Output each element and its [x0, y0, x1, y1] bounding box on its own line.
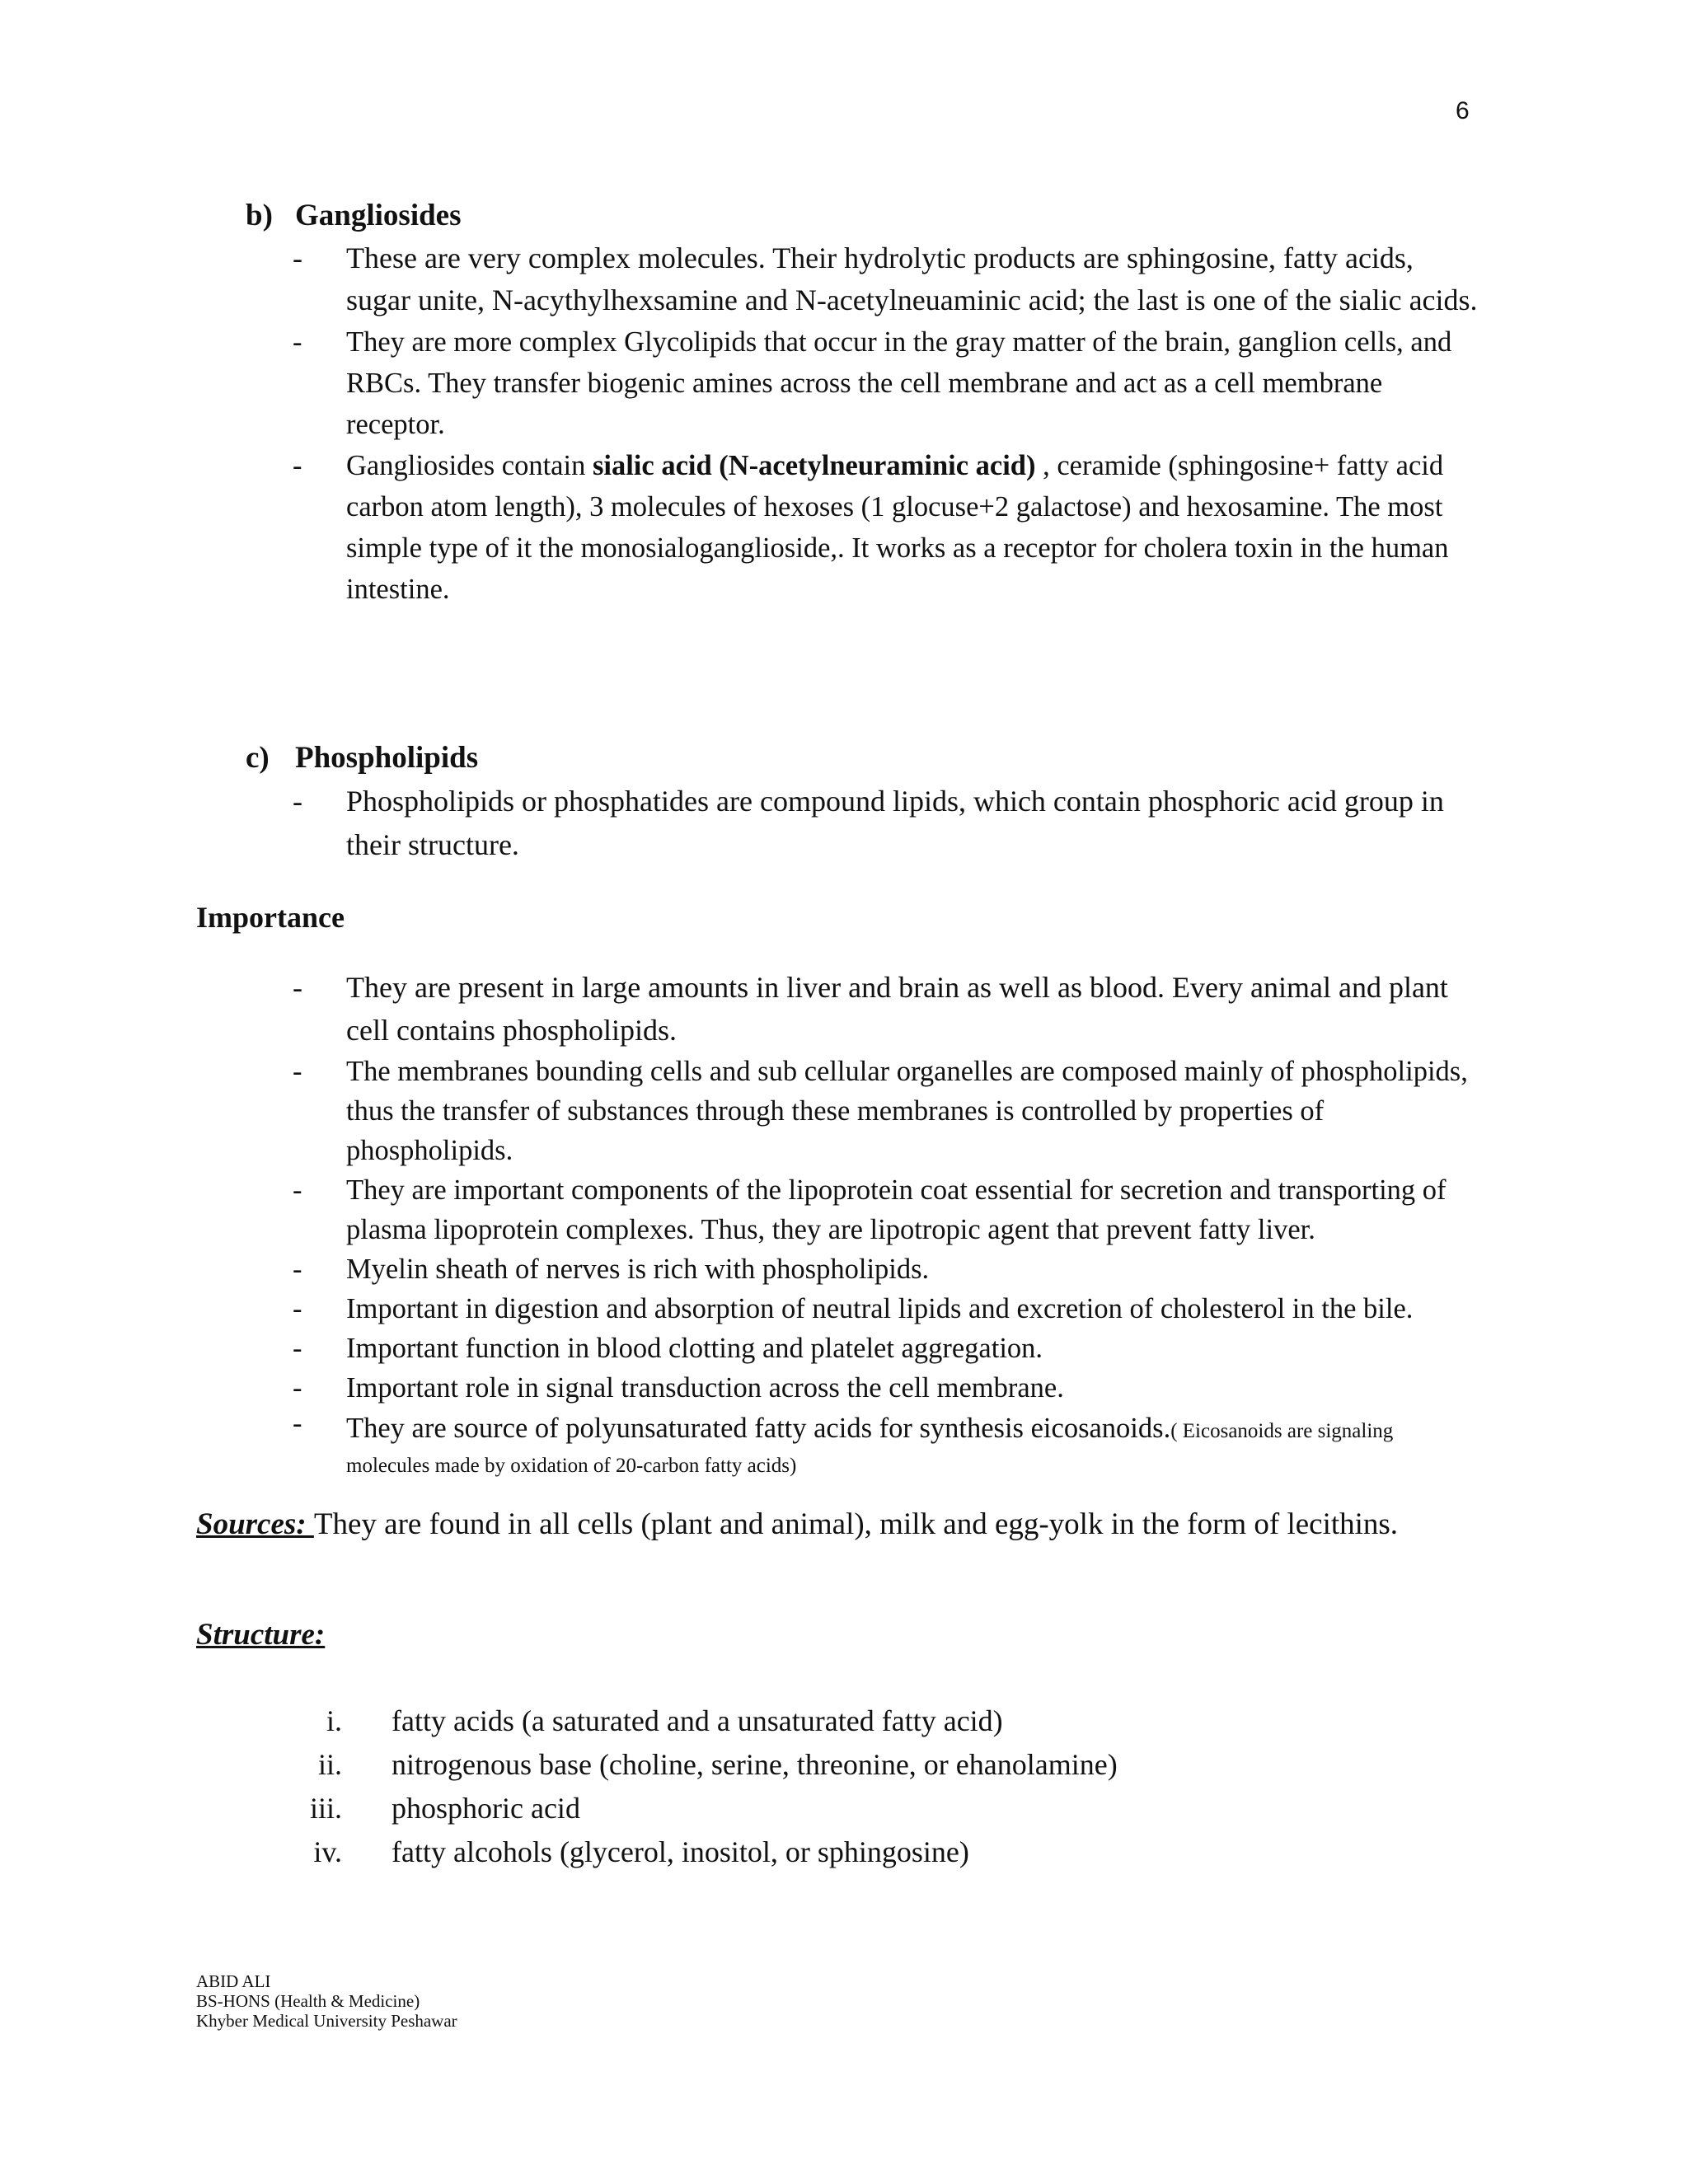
list-item-number: i.: [326, 1704, 342, 1737]
sources-text: They are found in all cells (plant and animal), milk and egg-yolk in the form of lecithins.: [313, 1507, 1399, 1541]
importance-heading: Importance: [196, 901, 345, 934]
list-item-text: Myelin sheath of nerves is rich with phospholipids.: [346, 1254, 930, 1285]
sources-paragraph: [196, 1502, 1482, 1547]
list-item: [293, 1052, 1479, 1170]
list-item-text: fatty alcohols (glycerol, inositol, or sphingosine): [392, 1835, 969, 1868]
phospholipids-heading: [246, 740, 478, 776]
dash-bullet: -: [293, 1372, 302, 1404]
gangliosides-list: [293, 237, 1479, 610]
list-item-note: ( Eicosanoids are signaling molecules made by oxidation of 20-carbon fatty acids): [346, 1420, 1394, 1477]
structure-list: [293, 1699, 1118, 1874]
list-item: [293, 1329, 1479, 1368]
dash-bullet: -: [293, 241, 302, 274]
list-item-number: iv.: [313, 1835, 342, 1868]
list-item-text: They are present in large amounts in liver and brain as well as blood. Every animal and plant cell contains phospholipids.: [346, 971, 1448, 1047]
dash-bullet: -: [293, 1333, 302, 1364]
list-item: [293, 321, 1479, 445]
list-item-text: phosphoric acid: [392, 1792, 580, 1825]
footer-author-name: ABID ALI: [196, 1971, 271, 1991]
page-number: 6: [1456, 97, 1470, 124]
list-item-number: iii.: [309, 1792, 342, 1825]
dash-bullet: -: [293, 1174, 302, 1206]
phospholipids-list: [293, 780, 1479, 867]
list-item-text: Gangliosides contain: [346, 450, 593, 481]
list-item-text: Phospholipids or phosphatides are compound lipids, which contain phosphoric acid group in their structure.: [346, 785, 1444, 861]
list-item-text: , ceramide (sphingosine+ fatty acid carbon atom length), 3 molecules of hexoses (1 glocuse+2 galactose) and hexosamine. The most simple type of it the monosialoganglioside,. It works as a receptor for cholera toxin in the human intestine.: [346, 450, 1449, 605]
sources-label: Sources:: [196, 1507, 314, 1541]
importance-list: [293, 966, 1479, 1482]
list-item: [293, 1368, 1479, 1408]
list-item-text: fatty acids (a saturated and a unsaturated fatty acid): [392, 1704, 1003, 1737]
list-item: [293, 237, 1479, 321]
list-item-text: Important function in blood clotting and platelet aggregation.: [346, 1333, 1043, 1364]
list-item-bold-text: sialic acid (N-acetylneuraminic acid): [592, 450, 1036, 481]
list-item-number: ii.: [317, 1748, 342, 1781]
phospholipids-label: c): [246, 741, 270, 775]
list-item: [293, 780, 1479, 867]
dash-bullet: -: [293, 785, 302, 818]
dash-bullet: -: [293, 1408, 302, 1439]
dash-bullet: -: [293, 326, 302, 358]
gangliosides-label: b): [246, 199, 273, 232]
dash-bullet: -: [293, 1056, 302, 1087]
list-item-text: Important role in signal transduction across the cell membrane.: [346, 1372, 1064, 1404]
list-item: [293, 1830, 1118, 1874]
list-item: [293, 1408, 1479, 1482]
dash-bullet: -: [293, 1293, 302, 1324]
list-item-text: They are important components of the lipoprotein coat essential for secretion and transporting of plasma lipoprotein complexes. Thus, they are lipotropic agent that prevent fatty liver.: [346, 1174, 1447, 1245]
list-item-text: They are more complex Glycolipids that occur in the gray matter of the brain, ganglion cells, and RBCs. They transfer biogenic amines across the cell membrane and act as a cell membrane receptor.: [346, 326, 1452, 440]
list-item: [293, 1289, 1479, 1329]
list-item-text: They are source of polyunsaturated fatty acids for synthesis eicosanoids.: [346, 1413, 1171, 1444]
gangliosides-title: Gangliosides: [295, 199, 462, 232]
list-item: [293, 1699, 1118, 1743]
list-item-text: nitrogenous base (choline, serine, threonine, or ehanolamine): [392, 1748, 1118, 1781]
footer-university: Khyber Medical University Peshawar: [196, 2011, 457, 2031]
dash-bullet: -: [293, 971, 302, 1004]
list-item: [293, 1743, 1118, 1787]
list-item-text: The membranes bounding cells and sub cellular organelles are composed mainly of phospholipids, thus the transfer of substances through these membranes is controlled by properties of phospholipids.: [346, 1056, 1468, 1166]
list-item: [293, 1170, 1479, 1249]
list-item-text: These are very complex molecules. Their hydrolytic products are sphingosine, fatty acids, sugar unite, N-acythylhexsamine and N-acetylneuaminic acid; the last is one of the sialic acids.: [346, 241, 1478, 316]
list-item: [293, 445, 1479, 610]
dash-bullet: -: [293, 1254, 302, 1285]
footer-program: BS-HONS (Health & Medicine): [196, 1991, 420, 2011]
structure-heading: Structure:: [196, 1618, 326, 1652]
dash-bullet: -: [293, 450, 302, 481]
list-item-text: Important in digestion and absorption of neutral lipids and excretion of cholesterol in the bile.: [346, 1293, 1414, 1324]
footer: [196, 1971, 457, 2031]
gangliosides-heading: [246, 198, 462, 233]
list-item: [293, 1787, 1118, 1830]
phospholipids-title: Phospholipids: [295, 741, 479, 775]
list-item: [293, 1249, 1479, 1289]
list-item: [293, 966, 1479, 1052]
